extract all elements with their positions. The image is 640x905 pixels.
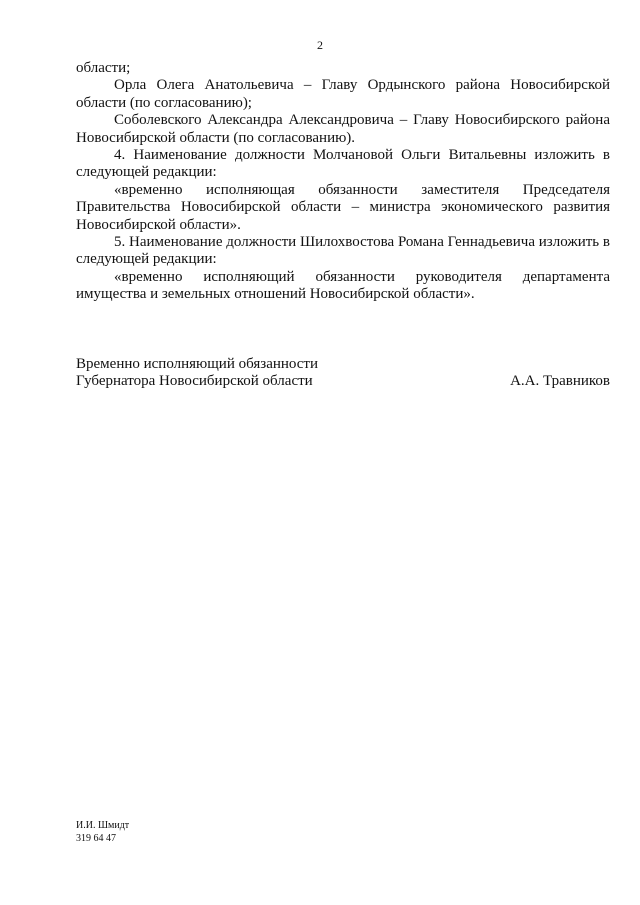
- paragraph: 4. Наименование должности Молчановой Ольги Витальевны изложить в следующей редакции:: [76, 147, 610, 181]
- paragraph: Соболевского Александра Александровича – Главу Новосибирского района Новосибирской области (по согласованию).: [76, 112, 610, 146]
- signatory-position-line2: Губернатора Новосибирской области: [76, 373, 313, 390]
- signature-block: [76, 356, 610, 391]
- paragraph: «временно исполняющая обязанности заместителя Председателя Правительства Новосибирской области – министра экономического развития Новосибирской области».: [76, 181, 610, 233]
- paragraph: «временно исполняющий обязанности руководителя департамента имущества и земельных отношений Новосибирской области».: [76, 268, 610, 303]
- executor-phone: 319 64 47: [76, 833, 116, 844]
- page-number: 2: [317, 38, 323, 52]
- signatory-position-line1: Временно исполняющий обязанности: [76, 356, 319, 372]
- document-body: [76, 60, 610, 304]
- paragraph: Орла Олега Анатольевича – Главу Ордынского района Новосибирской области (по согласованию);: [76, 77, 610, 111]
- executor-name: И.И. Шмидт: [76, 820, 130, 831]
- footer-executor: [76, 819, 129, 845]
- paragraph: области;: [76, 60, 131, 76]
- signatory-name: А.А. Травников: [510, 373, 610, 390]
- paragraph: 5. Наименование должности Шилохвостова Романа Геннадьевича изложить в следующей редакции:: [76, 234, 610, 268]
